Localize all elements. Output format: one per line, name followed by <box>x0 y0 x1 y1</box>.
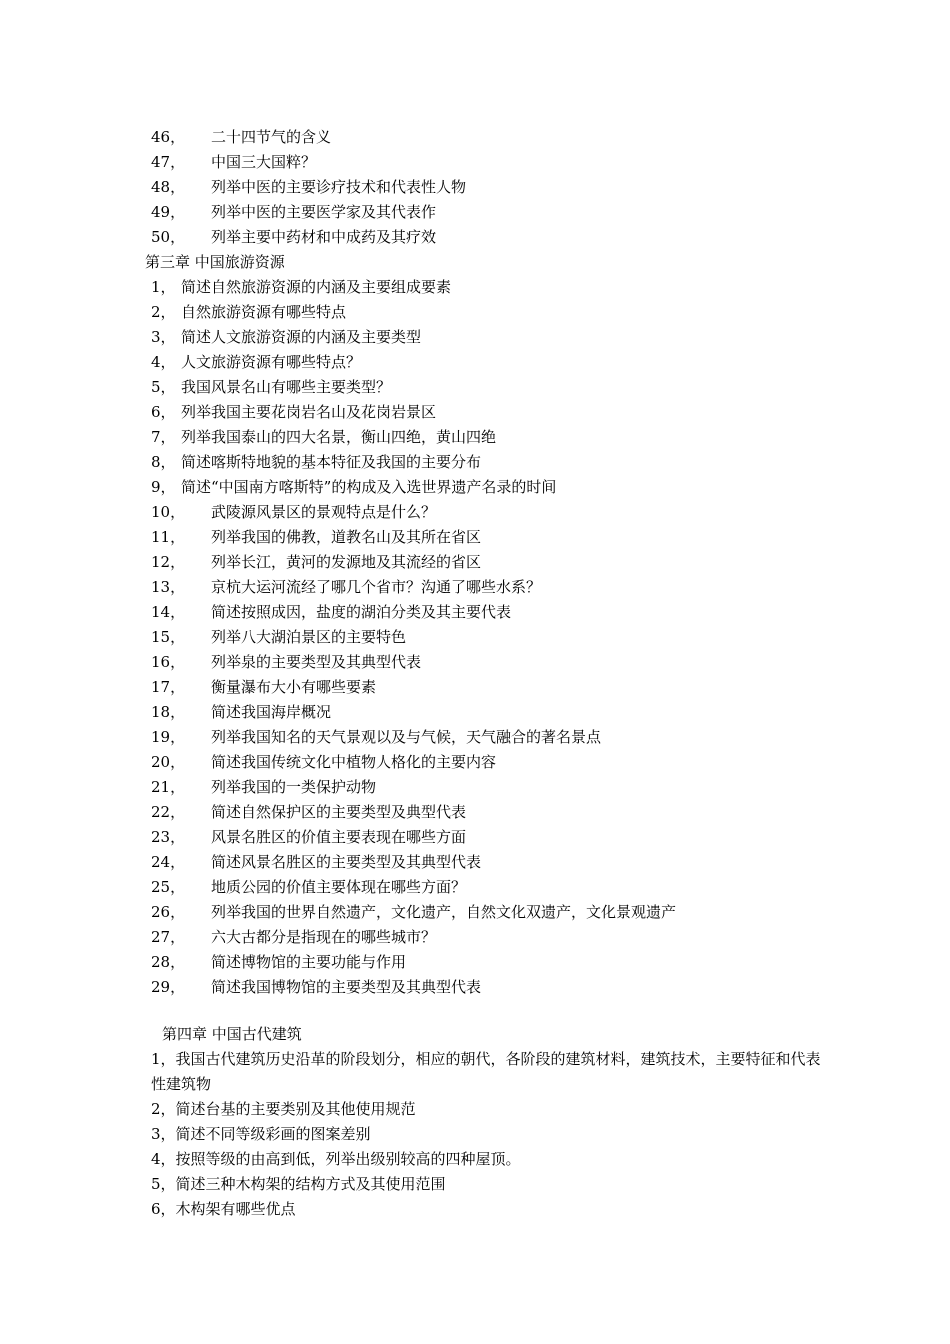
item-text: 简述我国传统文化中植物人格化的主要内容 <box>211 753 497 771</box>
item-number: 15， <box>151 628 186 646</box>
item-number: 2， <box>151 303 176 321</box>
chapter-heading: 第三章 中国旅游资源 <box>145 253 285 271</box>
item-number: 21， <box>151 778 186 796</box>
item-number: 22， <box>151 803 186 821</box>
item-number: 29， <box>151 978 186 996</box>
item-text: 风景名胜区的价值主要表现在哪些方面 <box>211 828 467 846</box>
item-text: 列举中医的主要诊疗技术和代表性人物 <box>211 178 467 196</box>
item-text: 列举主要中药材和中成药及其疗效 <box>211 228 437 246</box>
item-number: 4， <box>151 353 176 371</box>
item-number: 47， <box>151 153 186 171</box>
item-number: 49， <box>151 203 186 221</box>
item-number: 27， <box>151 928 186 946</box>
item-text: 京杭大运河流经了哪几个省市？沟通了哪些水系？ <box>211 578 542 596</box>
item-text: 列举八大湖泊景区的主要特色 <box>211 628 407 646</box>
item-text: 自然旅游资源有哪些特点 <box>181 303 347 321</box>
item-text: 列举我国的佛教，道教名山及其所在省区 <box>211 528 482 546</box>
item-text: 简述我国博物馆的主要类型及其典型代表 <box>211 978 482 996</box>
item-number: 9， <box>151 478 176 496</box>
item-number: 17， <box>151 678 186 696</box>
list-item: 3，简述不同等级彩画的图案差别 <box>151 1125 371 1143</box>
item-text: 我国风景名山有哪些主要类型？ <box>181 378 392 396</box>
item-number: 18， <box>151 703 186 721</box>
item-number: 11， <box>151 528 186 546</box>
item-text: 人文旅游资源有哪些特点？ <box>181 353 362 371</box>
item-number: 48， <box>151 178 186 196</box>
item-number: 16， <box>151 653 186 671</box>
item-number: 20， <box>151 753 186 771</box>
item-number: 14， <box>151 603 186 621</box>
item-text: 二十四节气的含义 <box>211 128 332 146</box>
item-number: 8， <box>151 453 176 471</box>
item-number: 19， <box>151 728 186 746</box>
item-text: 简述我国海岸概况 <box>211 703 332 721</box>
item-number: 24， <box>151 853 186 871</box>
item-text: 中国三大国粹？ <box>211 153 317 171</box>
item-number: 5， <box>151 378 176 396</box>
item-number: 25， <box>151 878 186 896</box>
item-text: 列举我国知名的天气景观以及与气候，天气融合的著名景点 <box>211 728 602 746</box>
chapter-heading: 第四章 中国古代建筑 <box>162 1025 302 1043</box>
list-item: 2，简述台基的主要类别及其他使用规范 <box>151 1100 416 1118</box>
item-text: 简述博物馆的主要功能与作用 <box>211 953 407 971</box>
item-text: 列举泉的主要类型及其典型代表 <box>211 653 422 671</box>
item-number: 12， <box>151 553 186 571</box>
item-number: 13， <box>151 578 186 596</box>
item-number: 3， <box>151 328 176 346</box>
item-number: 26， <box>151 903 186 921</box>
item-text: 列举我国的一类保护动物 <box>211 778 377 796</box>
list-item: 6，木构架有哪些优点 <box>151 1200 296 1218</box>
item-text: 列举我国主要花岗岩名山及花岗岩景区 <box>181 403 437 421</box>
item-number: 1， <box>151 278 176 296</box>
item-text: 简述喀斯特地貌的基本特征及我国的主要分布 <box>181 453 482 471</box>
item-number: 10， <box>151 503 186 521</box>
item-number: 46， <box>151 128 186 146</box>
item-text: 列举我国的世界自然遗产，文化遗产，自然文化双遗产，文化景观遗产 <box>211 903 677 921</box>
item-text: 简述“中国南方喀斯特”的构成及入选世界遗产名录的时间 <box>181 478 557 496</box>
item-number: 23， <box>151 828 186 846</box>
item-text: 列举中医的主要医学家及其代表作 <box>211 203 437 221</box>
item-number: 7， <box>151 428 176 446</box>
item-text: 六大古都分是指现在的哪些城市？ <box>211 928 437 946</box>
item-text: 地质公园的价值主要体现在哪些方面？ <box>211 878 467 896</box>
item-number: 28， <box>151 953 186 971</box>
item-text: 简述自然保护区的主要类型及典型代表 <box>211 803 467 821</box>
item-text: 列举我国泰山的四大名景，衡山四绝，黄山四绝 <box>181 428 497 446</box>
list-item: 5，简述三种木构架的结构方式及其使用范围 <box>151 1175 446 1193</box>
item-text: 简述自然旅游资源的内涵及主要组成要素 <box>181 278 452 296</box>
list-item: 4，按照等级的由高到低，列举出级别较高的四种屋顶。 <box>151 1150 521 1168</box>
list-item-paragraph: 1，我国古代建筑历史沿革的阶段划分，相应的朝代，各阶段的建筑材料，建筑技术，主要特征和代表性建筑物 <box>151 1050 821 1093</box>
item-text: 列举长江，黄河的发源地及其流经的省区 <box>211 553 482 571</box>
item-text: 简述风景名胜区的主要类型及其典型代表 <box>211 853 482 871</box>
item-text: 武陵源风景区的景观特点是什么？ <box>211 503 437 521</box>
item-text: 简述人文旅游资源的内涵及主要类型 <box>181 328 422 346</box>
item-text: 衡量瀑布大小有哪些要素 <box>211 678 377 696</box>
item-number: 50， <box>151 228 186 246</box>
item-number: 6， <box>151 403 176 421</box>
item-text: 简述按照成因，盐度的湖泊分类及其主要代表 <box>211 603 512 621</box>
